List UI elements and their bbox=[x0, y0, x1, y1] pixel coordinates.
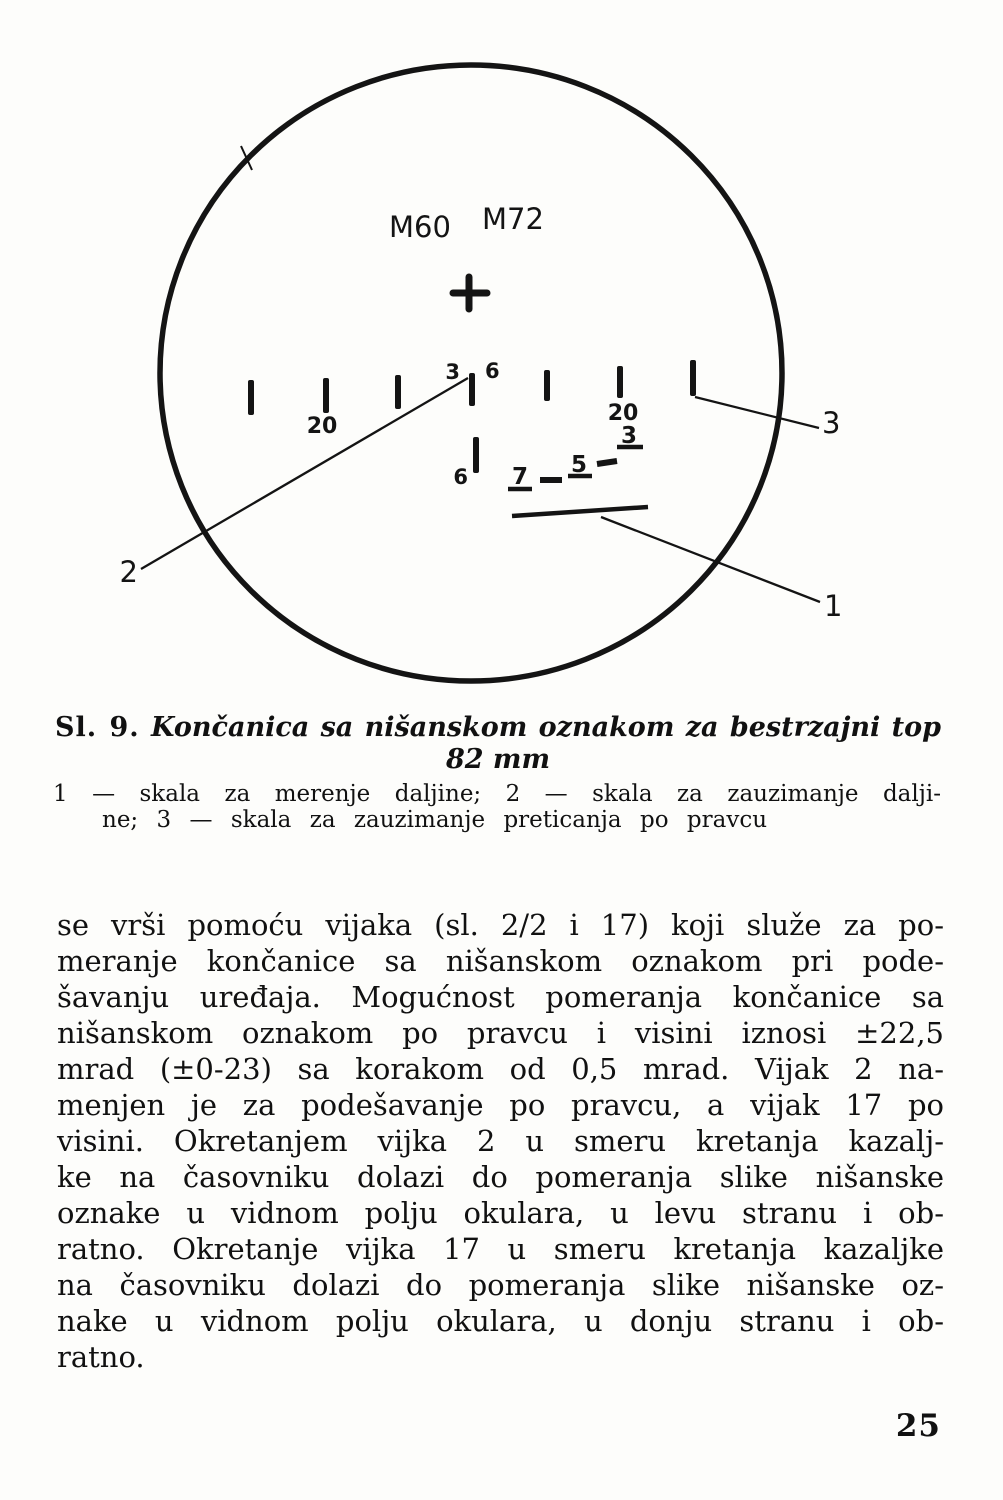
figure-caption bbox=[55, 712, 941, 776]
reticle-figure bbox=[0, 0, 1003, 705]
center-scale-value-6: 6 bbox=[485, 359, 500, 383]
part-number-3: 3 bbox=[822, 406, 841, 440]
page-number: 25 bbox=[895, 1408, 941, 1444]
range-value-5: 5 bbox=[570, 452, 588, 478]
range-value-7: 7 bbox=[511, 464, 529, 490]
legend-line-2: ne; 3 — skala za zauzimanje preticanja po pravcu bbox=[102, 807, 768, 833]
deflection-value-20-right: 20 bbox=[607, 401, 639, 426]
deflection-tick bbox=[395, 375, 401, 409]
body-line: na časovniku dolazi do pomeranja slike nišanske oz- bbox=[57, 1268, 944, 1302]
body-line: meranje končanice sa nišanskom oznakom pri pode- bbox=[57, 944, 944, 978]
deflection-tick bbox=[248, 380, 254, 415]
deflection-value-20-left: 20 bbox=[306, 414, 338, 439]
body-paragraph bbox=[57, 907, 944, 1375]
part-number-1: 1 bbox=[824, 589, 843, 623]
deflection-tick bbox=[323, 378, 329, 413]
body-line: nake u vidnom polju okulara, u donju stranu i ob- bbox=[57, 1304, 944, 1338]
part-number-2: 2 bbox=[119, 555, 138, 589]
deflection-tick bbox=[617, 366, 623, 398]
leader-line-3 bbox=[695, 397, 819, 428]
figure-legend bbox=[53, 781, 941, 833]
body-line: nišanskom oznakom po pravcu i visini iznosi ±22,5 bbox=[57, 1016, 944, 1050]
range-value-6: 6 bbox=[453, 465, 468, 489]
range-value-3: 3 bbox=[620, 423, 638, 449]
caption-figure-label: Sl. 9. bbox=[55, 712, 140, 743]
deflection-tick-center bbox=[469, 373, 475, 406]
body-line: se vrši pomoću vijaka (sl. 2/2 i 17) koji služe za po- bbox=[57, 908, 944, 942]
label-m60: M60 bbox=[389, 210, 451, 244]
rangefinder-base-line bbox=[512, 507, 648, 516]
caption-title: Končanica sa nišanskom oznakom za bestrzajni top bbox=[151, 712, 941, 743]
leader-line-2 bbox=[141, 378, 468, 569]
range-tick-6 bbox=[473, 437, 479, 473]
body-line: visini. Okretanjem vijka 2 u smeru kretanja kazalj- bbox=[57, 1124, 944, 1158]
body-line: oznake u vidnom polju okulara, u levu stranu i ob- bbox=[57, 1196, 944, 1230]
deflection-tick bbox=[544, 370, 550, 401]
body-line: ratno. bbox=[57, 1340, 145, 1374]
body-line: šavanju uređaja. Mogućnost pomeranja končanice sa bbox=[57, 980, 944, 1014]
label-m72: M72 bbox=[482, 202, 544, 236]
body-line: ke na časovniku dolazi do pomeranja slike nišanske bbox=[57, 1160, 944, 1194]
range-staircase bbox=[508, 423, 643, 490]
deflection-tick bbox=[690, 360, 696, 396]
caption-line-1 bbox=[55, 712, 941, 744]
caption-subtitle: 82 mm bbox=[445, 744, 551, 775]
body-line: ratno. Okretanje vijka 17 u smeru kretanja kazaljke bbox=[57, 1232, 944, 1266]
body-line: mrad (±0-23) sa korakom od 0,5 mrad. Vijak 2 na- bbox=[57, 1052, 944, 1086]
center-scale-value-3: 3 bbox=[445, 360, 460, 384]
body-line: menjen je za podešavanje po pravcu, a vijak 17 po bbox=[57, 1088, 944, 1122]
leader-line-1 bbox=[601, 517, 820, 602]
legend-line-1: 1 — skala za merenje daljine; 2 — skala za zauzimanje dalji- bbox=[53, 781, 941, 807]
crosshair bbox=[453, 277, 487, 309]
